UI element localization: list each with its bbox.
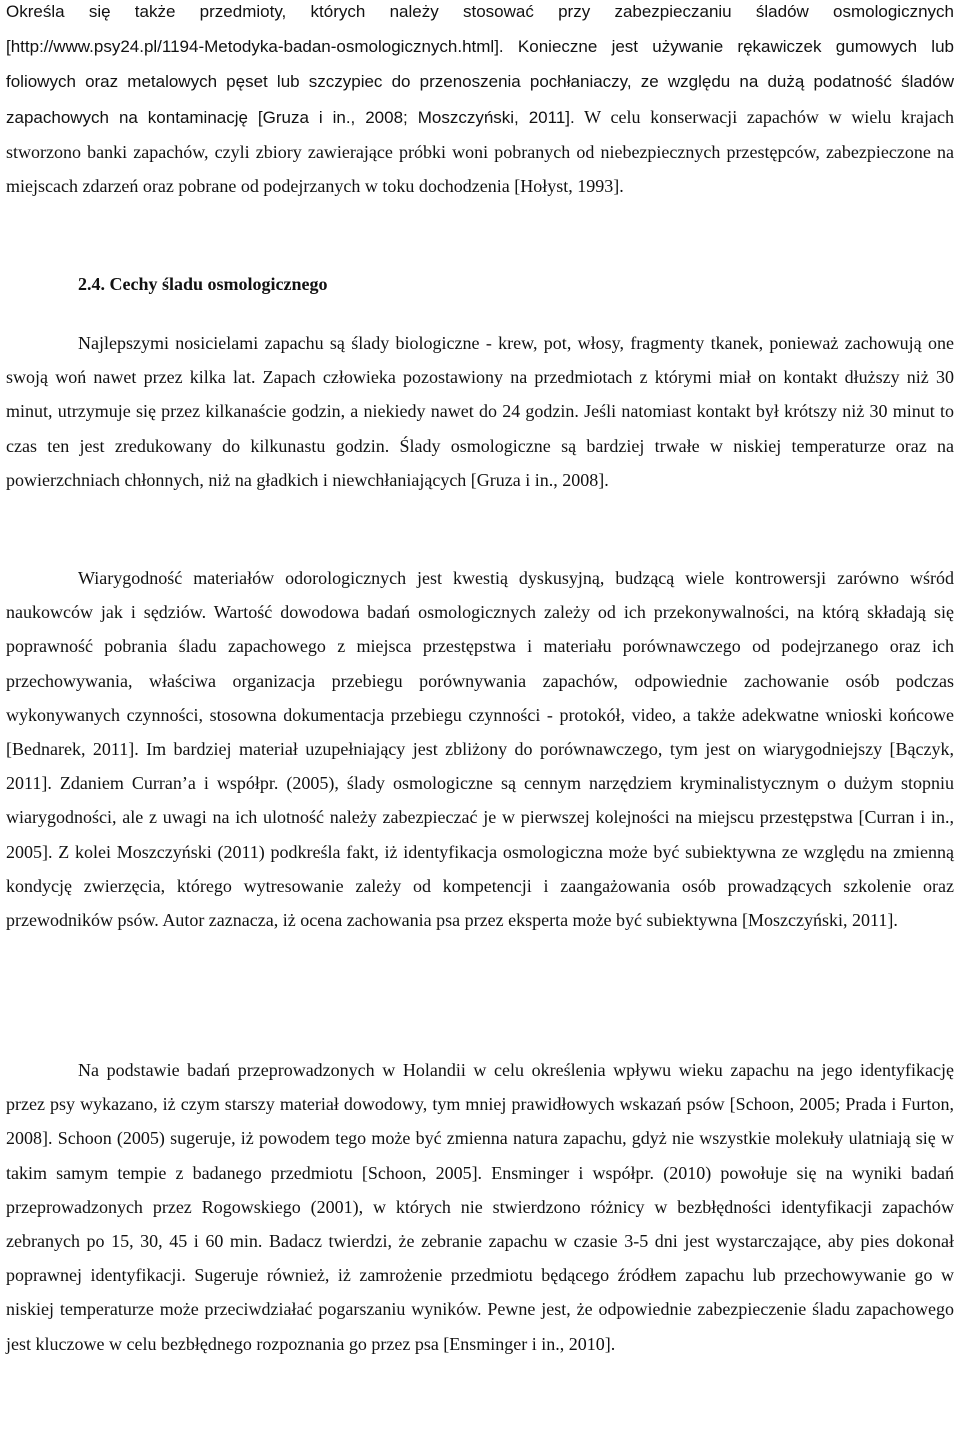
section-number: 2.4.	[78, 274, 105, 294]
paragraph-scent-carriers: Najlepszymi nosicielami zapachu są ślady biologiczne - krew, pot, włosy, fragmenty tkanek, ponieważ zachowują one swoją woń nawet przez kilka lat. Zapach człowieka pozostawiony na przedmiotach z którymi miał on kontakt dłuższy niż 30 minut, utrzymuje się przez kilkanaście godzin, a niekiedy nawet do 24 godzin. Jeśli natomiast kontakt był krótszy niż 30 minut to czas ten jest zredukowany do kilkunastu godzin. Ślady osmologiczne są bardziej trwałe w niskiej temperaturze oraz na powierzchniach chłonnych, niż na gładkich i niewchłaniających [Gruza i in., 2008].	[6, 333, 954, 490]
section-title: Cechy śladu osmologicznego	[109, 274, 328, 294]
paragraph-continued	[6, 0, 954, 203]
paragraph-first-line: Określa się także przedmioty, których należy stosować przy zabezpieczaniu śladów osmologicznych	[6, 2, 954, 21]
paragraph-credibility: Wiarygodność materiałów odorologicznych jest kwestią dyskusyjną, budzącą wiele kontrowersji zarówno wśród naukowców jak i sędziów. Wartość dowodowa badań osmologicznych zależy od ich przekonywalności, na którą składają się poprawność pobrania śladu zapachowego z miejsca przestępstwa i materiału porównawczego od podejrzanego oraz ich przechowywania, właściwa organizacja przebiegu porównywania zapachów, odpowiednie zachowanie osób podczas wykonywanych czynności, stosowna dokumentacja przebiegu czynności - protokół, video, a także adekwatne wnioski końcowe [Bednarek, 2011]. Im bardziej materiał uzupełniający jest zbliżony do porównawczego, tym jest on wiarygodniejszy [Bączyk, 2011]. Zdaniem Curran’a i współpr. (2005), ślady osmologiczne są cennym narzędziem kryminalistycznym o dużym stopniu wiarygodności, ale z uwagi na ich ulotność należy zabezpieczać je w pierwszej kolejności na miejscu przestępstwa [Curran i in., 2005]. Z kolei Moszczyński (2011) podkreśla fakt, iż identyfikacja osmologiczna może być subiektywna ze względu na zmienną kondycję zwierzęcia, którego wytresowanie zależy od kompetencji i zaangażowania osób prowadzących szkolenie oraz przewodników psów. Autor zaznacza, iż ocena zachowania psa przez eksperta może być subiektywna [Moszczyński, 2011].	[6, 568, 954, 931]
paragraph-netherlands-study: Na podstawie badań przeprowadzonych w Holandii w celu określenia wpływu wieku zapachu na jego identyfikację przez psy wykazano, iż czym starszy materiał dowodowy, tym mniej prawidłowych wskazań psów [Schoon, 2005; Prada i Furton, 2008]. Schoon (2005) sugeruje, iż powodem tego może być zmienna natura zapachu, gdyż nie wszystkie molekuły ulatniają się w takim samym tempie z badanego przedmiotu [Schoon, 2005]. Ensminger i współpr. (2010) powołuje się na wyniki badań przeprowadzonych przez Rogowskiego (2001), w których nie stwierdzono różnicy w bezbłędności identyfikacji zapachów zebranych po 15, 30, 45 i 60 min. Badacz twierdzi, że zebranie zapachu w czasie 3-5 dni jest wystarczające, aby pies dokonał poprawnej identyfikacji. Sugeruje również, iż zamrożenie przedmiotu będącego źródłem zapachu lub przechowywanie go w niskiej temperaturze może przeciwdziałać pogarszaniu wyników. Pewne jest, że odpowiednie zabezpieczenie śladu zapachowego jest kluczowe w celu bezbłędnego rozpoznania go przez psa [Ensminger i in., 2010].	[6, 1060, 954, 1354]
paragraph-citation-text: [http://www.psy24.pl/1194-Metodyka-badan-osmologicznych.html]. Konieczne jest używanie rękawiczek gumowych lub foliowych oraz metalowych pęset lub szczypiec do przenoszenia pochłaniaczy, ze względu na dużą podatność śladów zapachowych na kontaminację [Gruza i in., 2008; Moszczyński, 2011].	[6, 37, 954, 127]
paragraph-serif-text: W celu konserwacji zapachów w wielu krajach stworzono banki zapachów, czyli zbiory zawierające próbki woni pobranych od niebezpiecznych przestępców, zabezpieczone na miejscach zdarzeń oraz pobrane od podejrzanych w toku dochodzenia [Hołyst, 1993].	[6, 106, 954, 197]
section-heading	[78, 272, 328, 296]
